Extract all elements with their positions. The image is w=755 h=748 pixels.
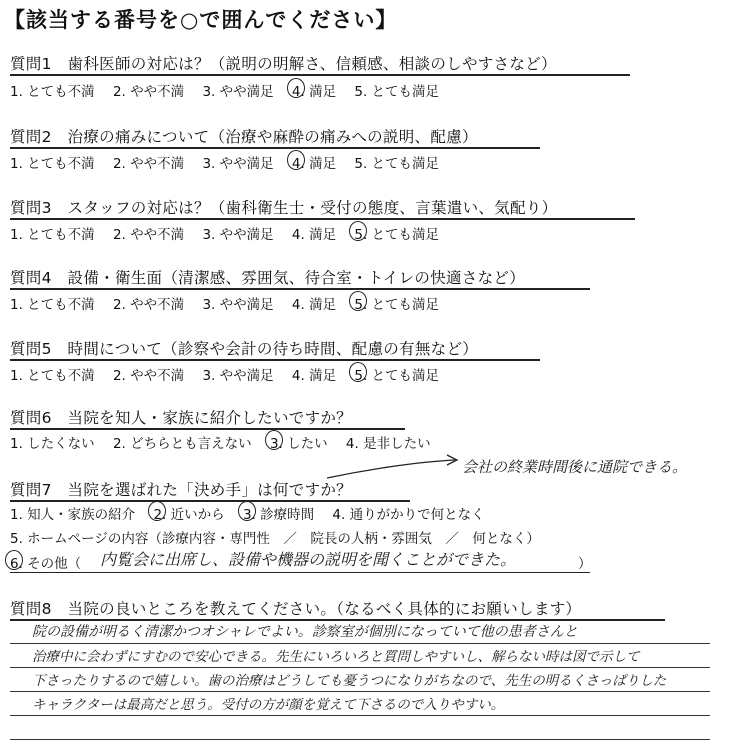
question-7-other-underline bbox=[10, 572, 590, 573]
q7-option-3[interactable]: 3. 診療時間 bbox=[243, 503, 314, 523]
question-8-title: 質問8 当院の良いところを教えてください。（なるべく具体的にお願いします） bbox=[10, 600, 582, 618]
q6-option-1[interactable]: 1. したくない bbox=[10, 436, 95, 452]
q7-other-close: ） bbox=[578, 556, 592, 572]
q1-option-2[interactable]: 2. やや不満 bbox=[112, 84, 185, 100]
q7-option-5[interactable]: 5. ホームページの内容（診療内容・専門性 ／ 院長の人柄・雰囲気 ／ 何となく） bbox=[10, 531, 540, 547]
question-1-title: 質問1 歯科医師の対応は？（説明の明解さ、信頼感、相談のしやすさなど） bbox=[10, 55, 557, 73]
q8-ruled-line-4 bbox=[10, 715, 710, 716]
question-1-underline bbox=[10, 74, 630, 76]
q4-option-4[interactable]: 4. 満足 bbox=[291, 297, 337, 313]
q5-option-4[interactable]: 4. 満足 bbox=[291, 368, 337, 384]
q2-option-4[interactable]: 4. 満足 bbox=[292, 152, 336, 172]
question-7-underline bbox=[10, 500, 410, 502]
q1-option-3[interactable]: 3. やや満足 bbox=[202, 84, 274, 100]
q5-option-2[interactable]: 2. やや不満 bbox=[112, 368, 185, 384]
q3-option-3[interactable]: 3. やや満足 bbox=[202, 227, 274, 243]
question-5-underline bbox=[10, 359, 540, 361]
q7-other-handwritten: 内覧会に出席し、設備や機器の説明を聞くことができた。 bbox=[100, 550, 517, 569]
question-2-title: 質問2 治療の痛みについて（治療や麻酔の痛みへの説明、配慮） bbox=[10, 128, 478, 146]
annotation-arrow-icon bbox=[325, 452, 465, 482]
q7-selection-circle-6 bbox=[5, 550, 23, 570]
q6-option-3[interactable]: 3. したい bbox=[270, 432, 328, 452]
question-4-underline bbox=[10, 288, 590, 290]
q1-option-5[interactable]: 5. とても満足 bbox=[354, 84, 440, 100]
question-3-underline bbox=[10, 218, 635, 220]
q7-option-6[interactable]: 6. その他（ bbox=[10, 552, 81, 572]
q7-handwritten-annotation: 会社の終業時間後に通院できる。 bbox=[462, 458, 688, 476]
q3-option-5[interactable]: 5. とても満足 bbox=[354, 223, 439, 243]
q7-option-4[interactable]: 4. 通りがかりで何となく bbox=[332, 507, 485, 523]
q2-option-3[interactable]: 3. やや満足 bbox=[202, 156, 274, 172]
q4-option-2[interactable]: 2. やや不満 bbox=[112, 297, 185, 313]
question-4-options bbox=[10, 293, 453, 313]
page-title: 【該当する番号を○で囲んでください】 bbox=[4, 8, 398, 32]
question-2-underline bbox=[10, 147, 540, 149]
question-5-title: 質問5 時間について（診察や会計の待ち時間、配慮の有無など） bbox=[10, 340, 479, 358]
q6-option-2[interactable]: 2. どちらとも言えない bbox=[112, 436, 252, 452]
q1-selection-circle bbox=[287, 78, 305, 98]
q5-option-3[interactable]: 3. やや満足 bbox=[202, 368, 274, 384]
q3-option-1[interactable]: 1. とても不満 bbox=[10, 227, 95, 243]
q4-option-1[interactable]: 1. とても不満 bbox=[10, 297, 95, 313]
q2-selection-circle bbox=[287, 150, 305, 170]
q7-selection-circle-3 bbox=[238, 501, 256, 521]
question-6-title: 質問6 当院を知人・家族に紹介したいですか？ bbox=[10, 409, 352, 427]
question-1-options bbox=[10, 80, 453, 100]
q3-option-4[interactable]: 4. 満足 bbox=[291, 227, 337, 243]
q7-option-1[interactable]: 1. 知人・家族の紹介 bbox=[10, 507, 136, 523]
q8-answer-line-4: キャラクターは最高だと思う。受付の方が顔を覚えて下さるので入りやすい。 bbox=[32, 697, 505, 713]
question-7-options-row-1 bbox=[10, 503, 499, 523]
q8-ruled-line-3 bbox=[10, 691, 710, 692]
q1-option-4[interactable]: 4. 満足 bbox=[292, 80, 336, 100]
question-3-options bbox=[10, 223, 453, 243]
q1-option-1[interactable]: 1. とても不満 bbox=[10, 84, 95, 100]
q5-option-1[interactable]: 1. とても不満 bbox=[10, 368, 95, 384]
question-7-options-row-2 bbox=[10, 527, 554, 547]
question-5-options bbox=[10, 364, 453, 384]
q4-option-5[interactable]: 5. とても満足 bbox=[354, 293, 439, 313]
q8-answer-line-2: 治療中に会わずにすむので安心できる。先生にいろいろと質問しやすいし、解らない時は図で示して bbox=[32, 649, 640, 665]
question-7-title: 質問7 当院を選ばれた「決め手」は何ですか？ bbox=[10, 481, 352, 499]
question-6-options bbox=[10, 432, 445, 452]
q8-ruled-line-2 bbox=[10, 667, 710, 668]
q8-answer-line-1: 院の設備が明るく清潔かつオシャレでよい。診察室が個別になっていて他の患者さんと bbox=[32, 624, 578, 640]
q2-option-1[interactable]: 1. とても不満 bbox=[10, 156, 95, 172]
q3-option-2[interactable]: 2. やや不満 bbox=[112, 227, 185, 243]
q5-option-5[interactable]: 5. とても満足 bbox=[354, 364, 439, 384]
q2-option-2[interactable]: 2. やや不満 bbox=[112, 156, 185, 172]
q6-selection-circle bbox=[265, 430, 283, 450]
q7-option-2[interactable]: 2. 近いから bbox=[153, 503, 224, 523]
q8-ruled-line-1 bbox=[10, 643, 710, 644]
q8-ruled-line-5 bbox=[10, 739, 710, 740]
question-2-options bbox=[10, 152, 453, 172]
question-6-underline bbox=[10, 428, 405, 430]
q6-option-4[interactable]: 4. 是非したい bbox=[345, 436, 431, 452]
q8-answer-line-3: 下さったりするので嬉しい。歯の治療はどうしても憂うつになりがちなので、先生の明るくさっぱりした bbox=[32, 673, 667, 689]
question-3-title: 質問3 スタッフの対応は？（歯科衛生士・受付の態度、言葉遣い、気配り） bbox=[10, 199, 558, 217]
q4-option-3[interactable]: 3. やや満足 bbox=[202, 297, 274, 313]
question-4-title: 質問4 設備・衛生面（清潔感、雰囲気、待合室・トイレの快適さなど） bbox=[10, 269, 525, 287]
q2-option-5[interactable]: 5. とても満足 bbox=[354, 156, 440, 172]
question-7-options-row-3 bbox=[10, 552, 85, 572]
